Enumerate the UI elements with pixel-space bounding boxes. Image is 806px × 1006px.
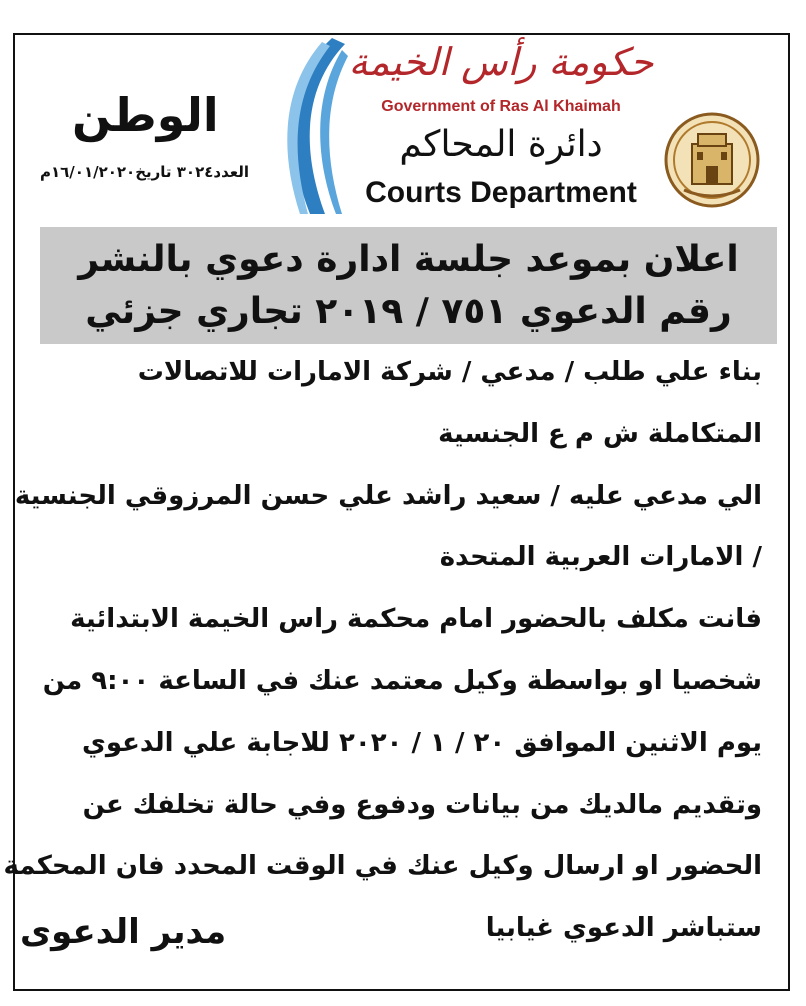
government-name-arabic: حكومة رأس الخيمة bbox=[348, 40, 654, 84]
body-line: شخصيا او بواسطة وكيل معتمد عنك في الساعة ٩:٠٠ من bbox=[42, 665, 762, 696]
body-line: الي مدعي عليه / سعيد راشد علي حسن المرزوقي الجنسية bbox=[14, 480, 762, 511]
department-name-english: Courts Department bbox=[365, 176, 637, 209]
announcement-title: اعلان بموعد جلسة ادارة دعوي بالنشر bbox=[78, 239, 739, 280]
body-line: ستباشر الدعوي غيابيا bbox=[485, 913, 762, 944]
body-line: وتقديم مالديك من بيانات ودفوع وفي حالة تخلفك عن bbox=[82, 789, 762, 820]
body-line: المتكاملة ش م ع الجنسية bbox=[438, 418, 762, 449]
title-band bbox=[40, 227, 777, 344]
department-name-arabic: دائرة المحاكم bbox=[399, 124, 603, 165]
government-name-english: Government of Ras Al Khaimah bbox=[381, 98, 621, 115]
body-line: / الامارات العربية المتحدة bbox=[439, 542, 762, 573]
ras-al-khaimah-fort-emblem-icon bbox=[664, 110, 760, 210]
signature: مدير الدعوى bbox=[20, 912, 227, 952]
newspaper-logo: الوطن bbox=[72, 88, 219, 142]
body-line: بناء علي طلب / مدعي / شركة الامارات للاتصالات bbox=[137, 357, 762, 387]
body-line: يوم الاثنين الموافق ٢٠ / ١ / ٢٠٢٠ للاجابة علي الدعوي bbox=[82, 727, 762, 758]
body-line: الحضور او ارسال وكيل عنك في الوقت المحدد فان المحكمة bbox=[3, 851, 762, 882]
case-number: رقم الدعوي ٧٥١ / ٢٠١٩ تجاري جزئي bbox=[85, 291, 732, 332]
body-line: فانت مكلف بالحضور امام محكمة راس الخيمة الابتدائية bbox=[70, 604, 762, 635]
announcement-body bbox=[3, 352, 762, 970]
issue-date: العدد٣٠٢٤ تاريخ١٦/٠١/٢٠٢٠م bbox=[40, 163, 250, 181]
